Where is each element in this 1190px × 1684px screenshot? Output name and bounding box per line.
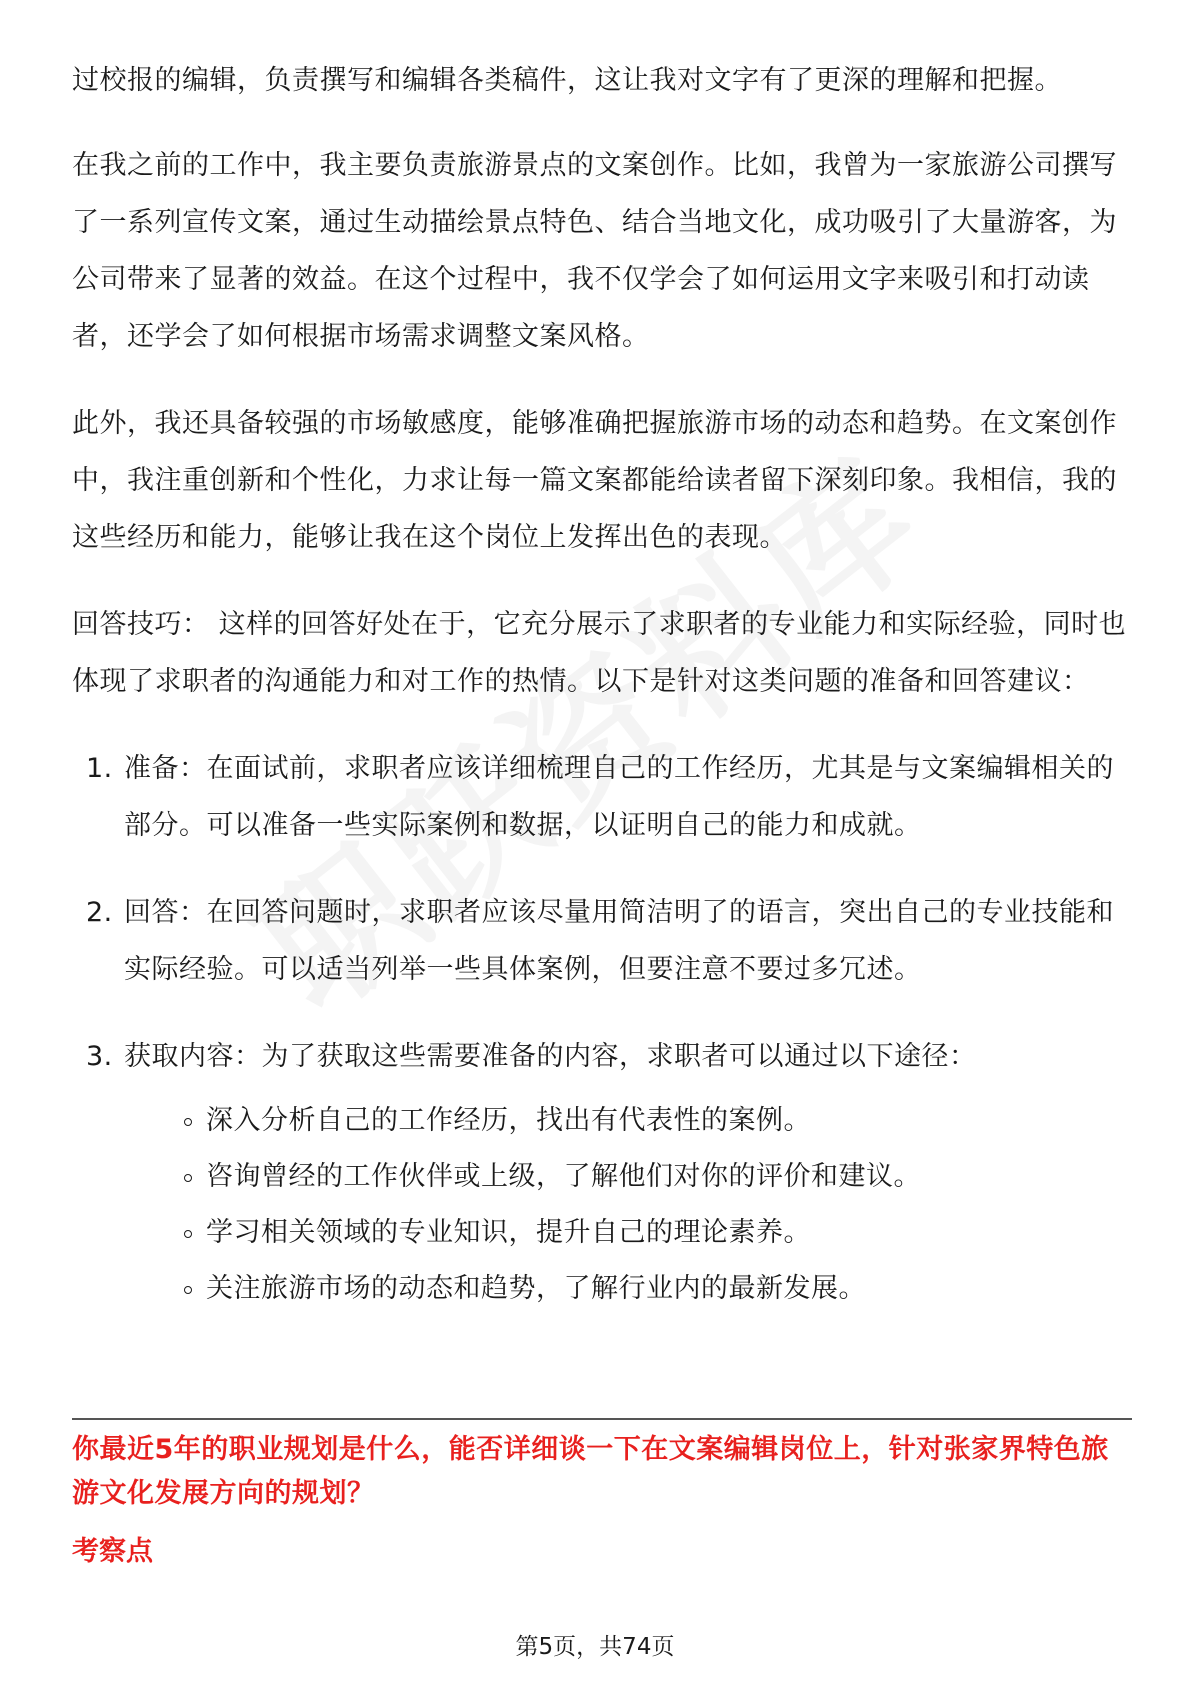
paragraph: 此外，我还具备较强的市场敏感度，能够准确把握旅游市场的动态和趋势。在文案创作中，我注重创新和个性化，力求让每一篇文案都能给读者留下深刻印象。我相信，我的这些经历和能力，能够让我在这个岗位上发挥出色的表现。: [72, 408, 1117, 553]
step-text: 获取内容：为了获取这些需要准备的内容，求职者可以通过以下途径：: [124, 1041, 977, 1072]
bullet-item: [206, 1205, 1132, 1261]
step-number: 3.: [86, 1041, 113, 1072]
assessment-points-heading: 考察点: [72, 1536, 153, 1567]
bullet-circle-icon: [184, 1286, 192, 1294]
steps-list: [72, 740, 1132, 1317]
bullet-text: 学习相关领域的专业知识，提升自己的理论素养。: [206, 1217, 811, 1248]
bullet-text: 关注旅游市场的动态和趋势，了解行业内的最新发展。: [206, 1273, 866, 1304]
step-number: 2.: [86, 897, 113, 928]
bullet-text: 咨询曾经的工作伙伴或上级，了解他们对你的评价和建议。: [206, 1161, 921, 1192]
paragraph: 在我之前的工作中，我主要负责旅游景点的文案创作。比如，我曾为一家旅游公司撰写了一系列宣传文案，通过生动描绘景点特色、结合当地文化，成功吸引了大量游客，为公司带来了显著的效益。在这个过程中，我不仅学会了如何运用文字来吸引和打动读者，还学会了如何根据市场需求调整文案风格。: [72, 150, 1117, 352]
step-item: [72, 740, 1132, 854]
answer-tips-paragraph: 回答技巧： 这样的回答好处在于，它充分展示了求职者的专业能力和实际经验，同时也体现了求职者的沟通能力和对工作的热情。以下是针对这类问题的准备和回答建议：: [72, 609, 1127, 697]
step-text: 准备：在面试前，求职者应该详细梳理自己的工作经历，尤其是与文案编辑相关的部分。可以准备一些实际案例和数据，以证明自己的能力和成就。: [124, 753, 1114, 841]
question-heading: 你最近5年的职业规划是什么，能否详细谈一下在文案编辑岗位上，针对张家界特色旅游文化发展方向的规划？: [72, 1434, 1109, 1509]
step-item: [72, 884, 1132, 998]
bullet-item: [206, 1261, 1132, 1317]
page-footer: 第5页，共74页: [515, 1634, 675, 1660]
bullet-text: 深入分析自己的工作经历，找出有代表性的案例。: [206, 1105, 811, 1136]
section-divider: [72, 1418, 1132, 1420]
bullet-circle-icon: [184, 1230, 192, 1238]
step-number: 1.: [86, 753, 113, 784]
document-body: [72, 52, 1132, 1347]
bullet-item: [206, 1093, 1132, 1149]
bullet-list: [124, 1093, 1132, 1317]
step-item: [72, 1028, 1132, 1317]
paragraph: 过校报的编辑，负责撰写和编辑各类稿件，这让我对文字有了更深的理解和把握。: [72, 65, 1062, 96]
bullet-circle-icon: [184, 1118, 192, 1126]
bullet-circle-icon: [184, 1174, 192, 1182]
step-text: 回答：在回答问题时，求职者应该尽量用简洁明了的语言，突出自己的专业技能和实际经验。可以适当列举一些具体案例，但要注意不要过多冗述。: [124, 897, 1114, 985]
bullet-item: [206, 1149, 1132, 1205]
